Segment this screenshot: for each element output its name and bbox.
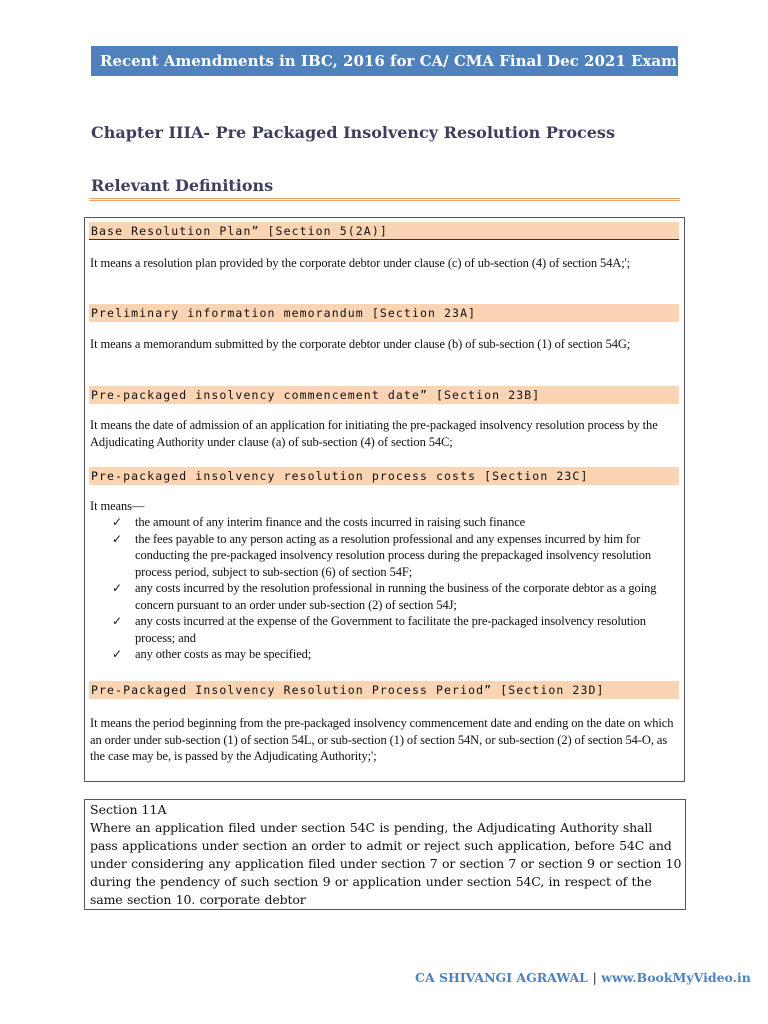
- definitions-heading: Relevant Definitions: [91, 176, 274, 195]
- definition-text-base-resolution-plan: It means a resolution plan provided by the corporate debtor under clause (c) of ub-section (4) of section 54A;';: [90, 256, 631, 270]
- footer-website-link[interactable]: www.BookMyVideo.in: [601, 970, 751, 985]
- definition-term-base-resolution-plan: Base Resolution Plan” [Section 5(2A)]: [89, 222, 679, 240]
- chapter-title: Chapter IIIA- Pre Packaged Insolvency Resolution Process: [91, 123, 615, 142]
- list-item-text: any other costs as may be specified;: [135, 647, 312, 661]
- process-costs-list: [110, 514, 680, 663]
- section-11a-text: Where an application filed under section 54C is pending, the Adjudicating Authority shall pass applications under section an order to admit or reject such application, before 54C and under considering any application filed under section 7 or section 7 or section 9 or section 10 during the pendency of such section 9 or application under section 54C, in respect of the same section 10. corporate debtor: [90, 820, 682, 907]
- list-item: [110, 646, 680, 663]
- definition-text-commencement-date: It means the date of admission of an application for initiating the pre-packaged insolvency resolution process by the Adjudicating Authority under clause (a) of sub-section (4) of section 54C;: [90, 418, 658, 449]
- list-item: [110, 514, 680, 531]
- list-item-text: any costs incurred at the expense of the Government to facilitate the pre-packaged insolvency resolution process; and: [135, 614, 646, 645]
- list-item-text: any costs incurred by the resolution professional in running the business of the corporate debtor as a going concern pursuant to an order under sub-section (2) of section 54J;: [135, 581, 657, 612]
- footer-author: CA SHIVANGI AGRAWAL: [415, 970, 588, 985]
- checkmark-icon: ✓: [112, 531, 122, 546]
- checkmark-icon: ✓: [112, 515, 122, 529]
- list-item: [110, 531, 680, 581]
- definition-term-commencement-date: Pre-packaged insolvency commencement date” [Section 23B]: [89, 386, 679, 404]
- definition-text-preliminary-information-memorandum: It means a memorandum submitted by the corporate debtor under clause (b) of sub-section (1) of section 54G;: [90, 337, 631, 351]
- heading-underline: [89, 198, 680, 201]
- checkmark-icon: ✓: [112, 614, 122, 628]
- list-item-text: the fees payable to any person acting as a resolution professional and any expenses incurred by him for conducting the pre-packaged insolvency resolution process during the prepackaged insolvency resolution process period, subject to sub-section (6) of section 54F;: [135, 531, 652, 579]
- section-11a-title: Section 11A: [90, 802, 167, 817]
- page-footer: [415, 970, 751, 985]
- list-item-text: the amount of any interim finance and the costs incurred in raising such finance: [135, 515, 526, 529]
- document-banner: Recent Amendments in IBC, 2016 for CA/ CMA Final Dec 2021 Exam: [91, 46, 678, 76]
- definition-term-preliminary-information-memorandum: Preliminary information memorandum [Section 23A]: [89, 304, 679, 322]
- footer-separator: |: [587, 970, 602, 985]
- definition-intro-process-costs: It means—: [90, 499, 145, 513]
- checkmark-icon: ✓: [112, 581, 122, 595]
- list-item: [110, 613, 680, 646]
- checkmark-icon: ✓: [112, 647, 122, 661]
- definition-term-process-period: Pre-Packaged Insolvency Resolution Process Period” [Section 23D]: [89, 681, 679, 699]
- definition-term-process-costs: Pre-packaged insolvency resolution process costs [Section 23C]: [89, 467, 679, 485]
- definition-text-process-period: It means the period beginning from the pre-packaged insolvency commencement date and ending on the date on which an order under sub-section (1) of section 54L, or sub-section (1) of section 54N, or sub-section (2) of section 54-O, as the case may be, is passed by the Adjudicating Authority;';: [90, 716, 674, 763]
- list-item: [110, 580, 680, 613]
